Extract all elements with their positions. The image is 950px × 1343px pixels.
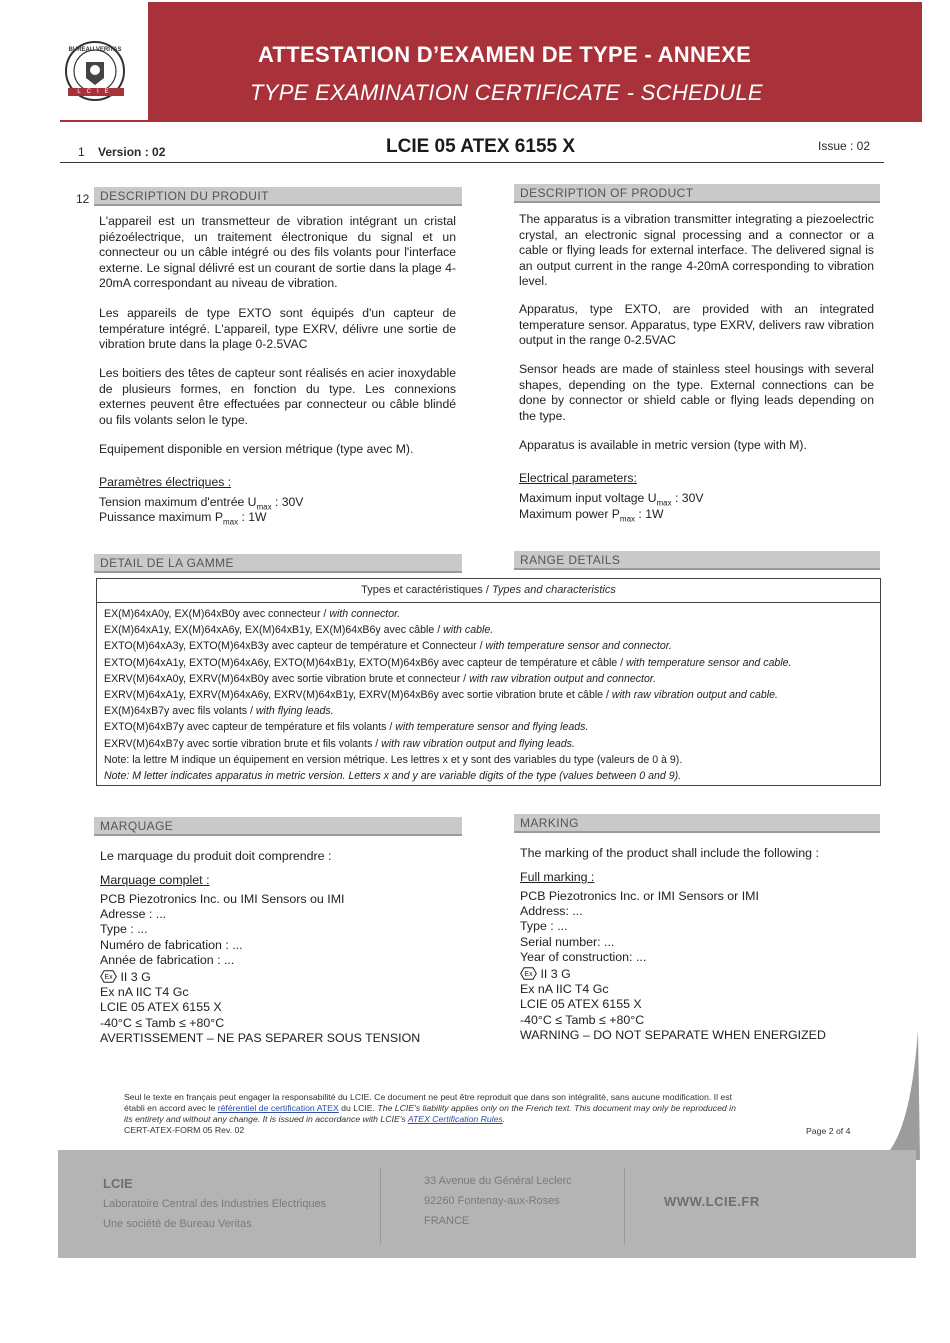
- certificate-number: LCIE 05 ATEX 6155 X: [386, 136, 576, 157]
- table-row: [104, 719, 874, 735]
- ex-symbol-text: Ex: [524, 971, 533, 979]
- row-en-text: with temperature sensor and connector.: [485, 640, 672, 653]
- marking-cert: LCIE 05 ATEX 6155 X: [100, 1000, 222, 1015]
- umax-en-subscript: max: [656, 498, 672, 508]
- row-fr-text: EXTO(M)64xA3y, EXTO(M)64xB3y avec capteur de température et Connecteur /: [104, 640, 486, 653]
- ex-hexagon-icon: [520, 967, 537, 980]
- row-fr-text: EXTO(M)64xB7y avec capteur de température et fils volants /: [104, 721, 396, 734]
- row-fr-text: EX(M)64xA0y, EX(M)64xB0y avec connecteur /: [104, 608, 330, 620]
- description-en-paragraph-2: Apparatus, type EXTO, are provided with an integrated temperature sensor. Apparatus, type EXRV, delivers raw vibration output in the range 0-2.5VAC: [519, 302, 874, 347]
- pmax-fr: [99, 510, 267, 530]
- description-fr-paragraph-1: L'appareil est un transmetteur de vibration intégrant un cristal piézoélectrique, un traitement électronique du signal et un connecteur ou un câble intégré ou des fils volants pour l'interface externe. Le signal délivré est un courant de sortie dans la plage 4-20mA correspondant au niveau de vibration.: [99, 214, 456, 290]
- description-en-paragraph-1: The apparatus is a vibration transmitter integrating a piezoelectric crystal, an electronic signal processing and a connector or a cable or flying leads for external interface. The delivered signal is an output current in the range 4-20mA corresponding to vibration level.: [519, 212, 874, 288]
- marking-line: Type : ...: [100, 922, 148, 937]
- pmax-en-value: : 1W: [635, 507, 664, 521]
- disclaimer-text: .: [502, 1114, 506, 1124]
- marking-line: Année de fabrication : ...: [100, 952, 235, 967]
- disclaimer-line-3: [124, 1114, 854, 1125]
- section-header-description-fr: DESCRIPTION DU PRODUIT: [94, 187, 462, 206]
- disclaimer-text: its entirety and without any change. It is issued in accordance with LCIE's: [124, 1114, 408, 1124]
- footer-org-name: LCIE: [103, 1176, 133, 1191]
- table-row: [104, 606, 874, 622]
- umax-fr-value: : 30V: [271, 495, 304, 509]
- page-number: 1: [78, 145, 85, 159]
- marking-list-fr: [100, 892, 420, 1046]
- description-en-paragraph-3: Sensor heads are made of stainless steel housings with several shapes, depending on the type. External connections can be done by connector or shield cable or flying leads depending on the type.: [519, 362, 874, 423]
- pmax-en-subscript: max: [619, 514, 636, 524]
- disclaimer-text: établi en accord avec le: [124, 1103, 218, 1113]
- ex-symbol-text: Ex: [104, 974, 113, 982]
- disclaimer-text: du LCIE.: [338, 1103, 378, 1113]
- marking-intro-en: The marking of the product shall include the following :: [520, 846, 819, 860]
- range-table-header: [96, 578, 881, 603]
- umax-fr-subscript: max: [256, 502, 272, 512]
- range-table-body: [104, 606, 874, 784]
- disclaimer: [124, 1092, 854, 1136]
- note-en: Note: M letter indicates apparatus in metric version. Letters x and y are variable digits of the type (values between 0 and 9).: [104, 770, 682, 783]
- ex-group-text: II 3 G: [117, 970, 151, 985]
- disclaimer-line-1: Seul le texte en français peut engager la responsabilité du LCIE. Ce document ne peut être reproduit que dans son intégralité, sans aucune modification. Il est: [124, 1092, 733, 1102]
- table-row: [104, 703, 874, 719]
- row-fr-text: EX(M)64xA1y, EX(M)64xA6y, EX(M)64xB1y, EX(M)64xB6y avec câble /: [104, 624, 444, 637]
- row-en-text: with connector.: [329, 608, 401, 620]
- temperature-range: -40°C ≤ Tamb ≤ +80°C: [520, 1012, 645, 1027]
- ex-marking: [520, 967, 826, 982]
- footer-org-block: [103, 1174, 326, 1234]
- page-curl-decoration: [880, 1030, 920, 1160]
- note-fr: Note: la lettre M indique un équipement en version métrique. Les lettres x et y sont des variables du type (valeurs de 0 à 9).: [104, 753, 683, 766]
- marking-line: Type : ...: [520, 919, 568, 934]
- ex-group-text: II 3 G: [537, 967, 571, 982]
- marking-line: PCB Piezotronics Inc. ou IMI Sensors ou IMI: [100, 892, 345, 906]
- pmax-fr-label: Puissance maximum P: [99, 510, 223, 524]
- row-fr-text: EXRV(M)64xA1y, EXRV(M)64xA6y, EXRV(M)64xB1y, EXRV(M)64xB6y avec sortie vibration brute et câble /: [104, 689, 612, 702]
- electrical-parameters-title-en: Electrical parameters:: [519, 471, 637, 485]
- marking-cert: LCIE 05 ATEX 6155 X: [520, 997, 642, 1012]
- marking-line: Numéro de fabrication : ...: [100, 937, 243, 952]
- marking-line: Address: ...: [520, 904, 583, 919]
- disclaimer-text-italic: The LCIE's liability applies only on the French text. This document may only be reproduced in: [377, 1103, 736, 1113]
- full-marking-title-en: Full marking :: [520, 870, 595, 884]
- description-fr-paragraph-4: Equipement disponible en version métrique (type avec M).: [99, 442, 414, 456]
- seal-strip: LCIE: [68, 88, 124, 96]
- description-en-paragraph-4: Apparatus is available in metric version (type with M).: [519, 438, 807, 452]
- marking-line: Year of construction: ...: [520, 949, 647, 964]
- electrical-parameters-title-fr: Paramètres électriques :: [99, 475, 232, 489]
- row-en-text: with raw vibration output and flying leads.: [381, 737, 575, 750]
- marking-line: Serial number: ...: [520, 934, 615, 949]
- pmax-fr-subscript: max: [222, 517, 239, 527]
- title-french: ATTESTATION D’EXAMEN DE TYPE - ANNEXE: [258, 42, 752, 67]
- section-header-marking-fr: MARQUAGE: [94, 817, 462, 836]
- ex-marking: [100, 970, 420, 985]
- section-number: 12: [76, 192, 90, 206]
- page-counter: Page 2 of 4: [806, 1126, 851, 1136]
- issue-label: Issue : 02: [818, 139, 871, 153]
- section-header-range-en: RANGE DETAILS: [514, 551, 880, 570]
- umax-en-label: Maximum input voltage U: [519, 491, 657, 505]
- footer-website-link[interactable]: WWW.LCIE.FR: [664, 1194, 760, 1209]
- title-english: TYPE EXAMINATION CERTIFICATE - SCHEDULE: [250, 80, 763, 105]
- description-fr-paragraph-3: Les boitiers des têtes de capteur sont réalisés en acier inoxydable de plusieurs formes, en fonction du type. Les connexions externes peuvent être effectuées par connecteur ou câble blindé ou fils volants selon le type.: [99, 366, 456, 427]
- umax-en-value: : 30V: [671, 491, 704, 505]
- temperature-range: -40°C ≤ Tamb ≤ +80°C: [100, 1015, 225, 1030]
- table-row: [104, 736, 874, 752]
- row-en-text: with raw vibration output and connector.: [469, 672, 656, 685]
- table-row: [104, 671, 874, 687]
- row-en-text: with raw vibration output and cable.: [611, 689, 778, 702]
- section-header-description-en: DESCRIPTION OF PRODUCT: [514, 184, 880, 203]
- row-fr-text: EX(M)64xB7y avec fils volants /: [104, 705, 256, 718]
- footer-address-line: 33 Avenue du Général Leclerc: [424, 1175, 572, 1187]
- svg-text:BUREAU VERITAS: BUREAU VERITAS: [68, 47, 122, 53]
- atex-rules-link[interactable]: ATEX Certification Rules: [407, 1114, 503, 1124]
- umax-fr-label: Tension maximum d'entrée U: [99, 495, 257, 509]
- ex-protection: Ex nA IIC T4 Gc: [520, 982, 609, 997]
- pmax-en-label: Maximum power P: [519, 507, 620, 521]
- ex-hexagon-icon: [100, 970, 117, 983]
- footer-org-fullname: Laboratoire Central des Industries Electriques: [103, 1198, 327, 1210]
- disclaimer-line-2: [124, 1103, 854, 1114]
- section-header-marking-en: MARKING: [514, 814, 880, 833]
- table-title-fr: Types et caractéristiques /: [361, 584, 492, 596]
- description-fr-paragraph-2: Les appareils de type EXTO sont équipés d'un capteur de température intégré. L'appareil, type EXRV, délivre une sortie de vibration brute dans la plage 0-2.5VAC: [99, 306, 456, 351]
- footer-divider: [380, 1168, 381, 1244]
- full-marking-title-fr: Marquage complet :: [100, 873, 210, 887]
- footer-address-line: 92260 Fontenay-aux-Roses: [424, 1195, 560, 1207]
- footer-org-parent: Une société de Bureau Veritas: [103, 1218, 252, 1230]
- table-row: [104, 622, 874, 638]
- footer-address-block: [424, 1171, 572, 1231]
- ex-protection: Ex nA IIC T4 Gc: [100, 985, 189, 1000]
- row-en-text: with cable.: [443, 624, 494, 637]
- section-header-range-fr: DETAIL DE LA GAMME: [94, 554, 462, 573]
- marking-line: Adresse : ...: [100, 907, 167, 922]
- row-en-text: with temperature sensor and flying leads.: [395, 721, 589, 734]
- marking-line: PCB Piezotronics Inc. or IMI Sensors or IMI: [520, 889, 759, 903]
- pmax-fr-value: : 1W: [238, 510, 267, 524]
- table-row: [104, 655, 874, 671]
- footer-address-line: FRANCE: [424, 1215, 470, 1227]
- footer-divider: [624, 1168, 625, 1244]
- atex-referential-link[interactable]: référentiel de certification ATEX: [217, 1103, 339, 1113]
- row-en-text: with flying leads.: [255, 705, 334, 718]
- row-fr-text: EXTO(M)64xA1y, EXTO(M)64xA6y, EXTO(M)64xB1y, EXTO(M)64xB6y avec capteur de température et câble /: [104, 656, 627, 669]
- table-title-en: Types and characteristics: [491, 584, 616, 596]
- warning-en: WARNING – DO NOT SEPARATE WHEN ENERGIZED: [520, 1027, 826, 1042]
- marking-list-en: [520, 889, 826, 1043]
- row-fr-text: EXRV(M)64xA0y, EXRV(M)64xB0y avec sortie vibration brute et connecteur /: [104, 672, 470, 685]
- form-reference: CERT-ATEX-FORM 05 Rev. 02: [124, 1125, 245, 1135]
- table-row: [104, 638, 874, 654]
- warning-fr: AVERTISSEMENT – NE PAS SEPARER SOUS TENSION: [100, 1030, 421, 1045]
- marking-intro-fr: Le marquage du produit doit comprendre :: [100, 849, 332, 863]
- row-fr-text: EXRV(M)64xB7y avec sortie vibration brute et fils volants /: [104, 737, 382, 750]
- row-en-text: with temperature sensor and cable.: [626, 656, 792, 669]
- version-label: Version : 02: [98, 145, 166, 159]
- pmax-en: [519, 507, 664, 527]
- table-row: [104, 687, 874, 703]
